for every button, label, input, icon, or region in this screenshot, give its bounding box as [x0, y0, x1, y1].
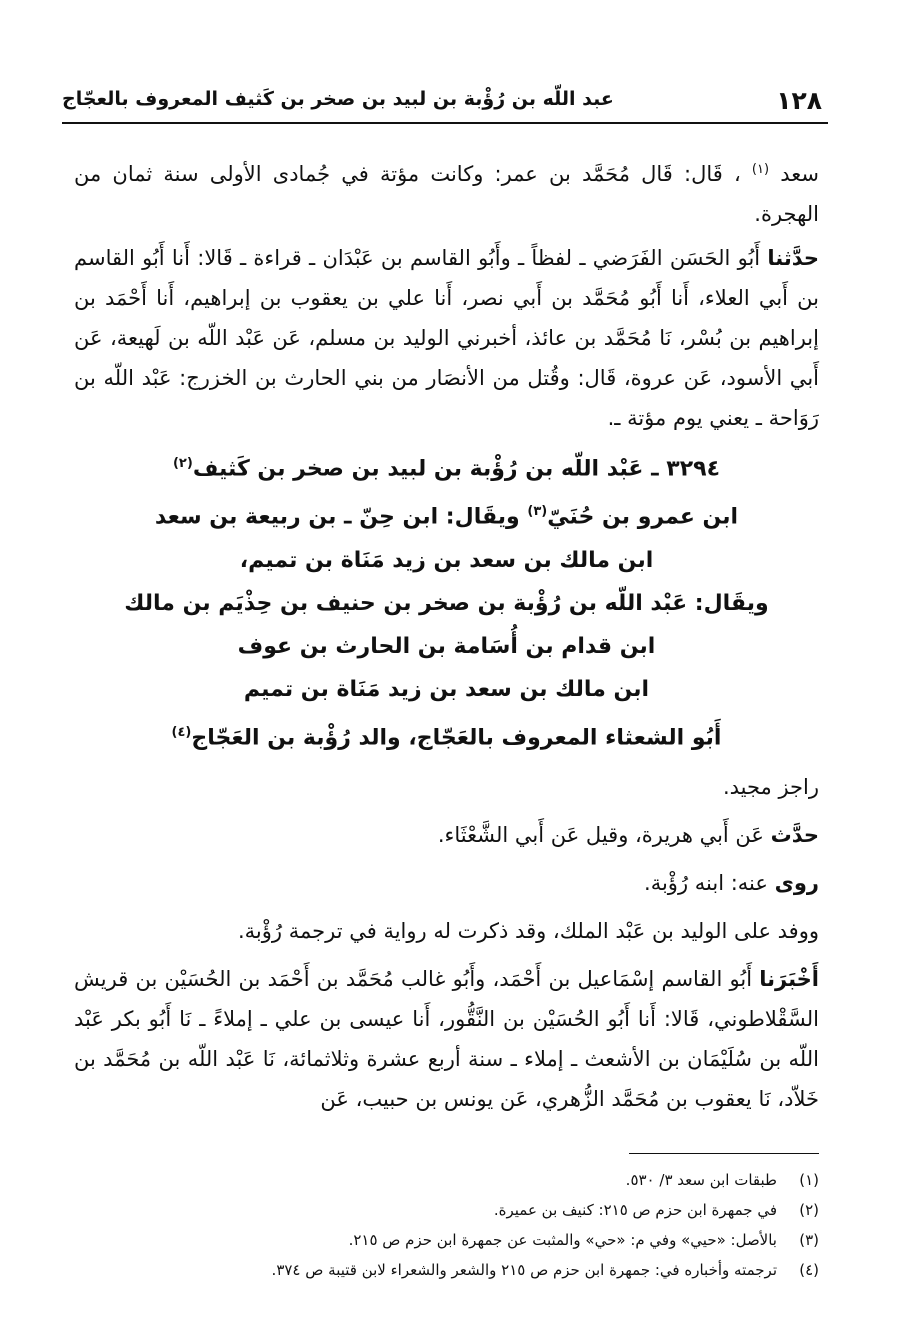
paragraph-text: ، قَال: قَال مُحَمَّد بن عمر: وكانت مؤتة في جُمادى الأولى سنة ثمان من الهجرة. — [74, 162, 819, 226]
paragraph-text: عنه: ابنه رُؤْبة. — [644, 870, 775, 895]
paragraph-narrated-from — [74, 815, 819, 855]
paragraph-isnad-2 — [74, 959, 819, 1119]
footnote-number: (٤) — [799, 1261, 819, 1279]
footnote-text: ترجمته وأخباره في: جمهرة ابن حزم ص ٢١٥ والشعر والشعراء لابن قتيبة ص ٣٧٤. — [271, 1261, 777, 1279]
main-text — [74, 150, 819, 1123]
page-header — [62, 82, 828, 124]
lead-word: روى — [774, 870, 819, 895]
footnote — [74, 1195, 819, 1225]
lead-word: حدَّث — [770, 822, 819, 847]
footnote — [74, 1255, 819, 1285]
paragraph-isnad-1 — [74, 238, 819, 438]
paragraph-text: عَن أَبي هريرة، وقيل عَن أَبي الشَّعْثَاء. — [437, 822, 771, 847]
page-number: ١٢٨ — [776, 86, 822, 115]
footnote-ref-4: (٤) — [171, 724, 192, 740]
biography-entry-heading — [74, 442, 819, 759]
lead-word: أَخْبَرَنا — [759, 966, 819, 991]
entry-line: ابن مالك بن سعد بن زيد مَنَاة بن تميم — [243, 676, 650, 702]
lead-word: حدَّثنا — [767, 246, 819, 270]
footnote-ref-1: (١) — [751, 162, 770, 177]
paragraph-text: أَبُو القاسم إسْمَاعيل بن أَحْمَد، وأَبُو غالب مُحَمَّد بن أَحْمَد بن الحُسَيْن بن قريش السَّقْلاطوني، قَالا: أَنا أَبُو الحُسَيْن بن النَّقُّور، أَنا عيسى بن علي ـ إملاءً ـ نَا أَبُو بكر عَبْد اللّه بن سُلَيْمَان بن الأشعث ـ إملاء ـ سنة أربع عشرة وثلاثمائة، نَا عَبْد اللّه بن مُحَمَّد بن خَلاّد، نَا يعقوب بن مُحَمَّد الزُّهري، عَن يونس بن حبيب، عَن — [74, 966, 819, 1111]
entry-text: ٣٢٩٤ ـ عَبْد اللّه بن رُؤْبة بن لبيد بن صخر بن كَثيف — [192, 456, 721, 482]
paragraph-text: أَبُو الحَسَن الفَرَضي ـ لفظاً ـ وأَبُو القاسم بن عَبْدَان ـ قراءة ـ قَالا: أَنا أَبُو القاسم بن أَبي العلاء، أَنا أَبُو مُحَمَّد بن أَبي نصر، أَنا علي بن يعقوب بن إبراهيم، أَنا أَحْمَد بن إبراهيم بن بُسْر، نَا مُحَمَّد بن عائذ، أخبرني الوليد بن مسلم، عَن عَبْد اللّه بن لَهيعة، عَن أَبي الأسود، عَن عروة، قَال: وقُتل من الأنصَار من بني الحارث بن الخزرج: عَبْد اللّه بن رَوَاحة ـ يعني يوم مؤتة ـ. — [74, 246, 819, 430]
entry-text: أَبُو الشعثاء المعروف بالعَجّاج، والد رُؤْبة بن العَجّاج — [191, 724, 722, 750]
paragraph-visit: ووفد على الوليد بن عَبْد الملك، وقد ذكرت له رواية في ترجمة رُؤْبة. — [238, 918, 819, 943]
footnotes — [74, 1165, 819, 1285]
entry-line: ويقَال: عَبْد اللّه بن رُؤْبة بن صخر بن حنيف بن حِذْيَم بن مالك — [124, 590, 769, 616]
footnote-number: (١) — [799, 1171, 819, 1189]
paragraph-text: سعد — [780, 162, 819, 186]
paragraph-death-date — [74, 150, 819, 234]
entry-line — [74, 490, 819, 538]
footnote — [74, 1165, 819, 1195]
footnote-divider — [629, 1153, 819, 1154]
footnote-ref-3: (٣) — [527, 504, 548, 520]
entry-line — [74, 711, 819, 759]
entry-text: ويقَال: ابن حِنّ ـ بن ربيعة بن سعد — [154, 504, 528, 530]
footnote-ref-2: (٢) — [172, 456, 193, 471]
paragraph-description: راجز مجيد. — [722, 774, 819, 799]
footnote-number: (٢) — [799, 1201, 819, 1219]
paragraph-narrated-by — [74, 863, 819, 903]
footnote-number: (٣) — [799, 1231, 819, 1249]
footnote-text: طبقات ابن سعد ٣/ ٥٣٠. — [625, 1171, 777, 1189]
footnote-text: بالأصل: «حيي» وفي م: «حي» والمثبت عن جمهرة ابن حزم ص ٢١٥. — [348, 1231, 777, 1249]
entry-line: ابن مالك بن سعد بن زيد مَنَاة بن تميم، — [239, 547, 654, 573]
footnote-text: في جمهرة ابن حزم ص ٢١٥: كنيف بن عميرة. — [493, 1201, 777, 1219]
entry-text: ابن عمرو بن حُنَيّ — [547, 504, 739, 530]
footnote — [74, 1225, 819, 1255]
running-title: عبد اللّه بن رُؤْبة بن لبيد بن صخر بن كَثيف المعروف بالعجّاج — [62, 88, 614, 110]
entry-line — [74, 442, 819, 490]
entry-line: ابن قدام بن أُسَامة بن الحارث بن عوف — [237, 633, 656, 659]
